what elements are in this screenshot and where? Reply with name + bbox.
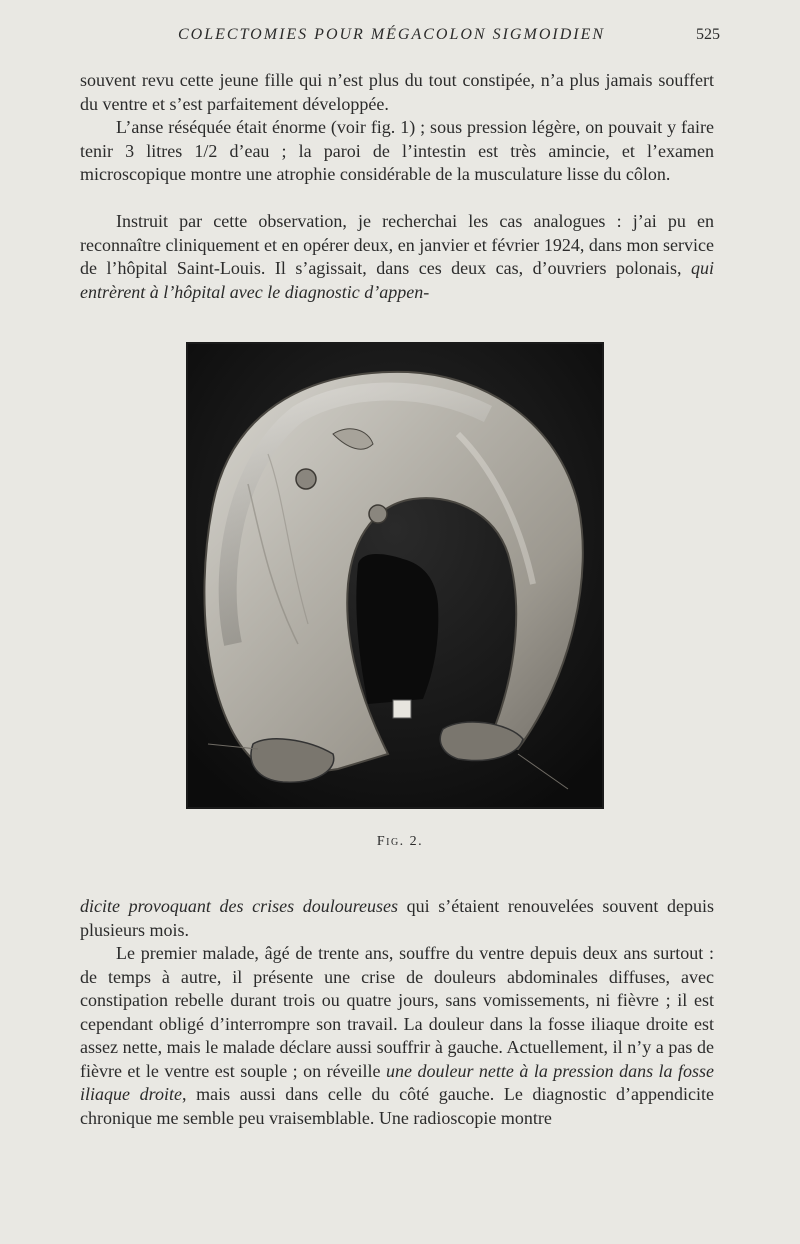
paragraph-5-italic: une douleur nette à la pression dans la fosse iliaque droite xyxy=(80,1060,714,1104)
paragraph-1-text: souvent revu cette jeune fille qui n’est plus du tout constipée, n’a plus jamais souffert du ventre et s’est parfaitement développée. xyxy=(80,70,714,114)
specimen-tag xyxy=(393,700,411,718)
paragraph-2 xyxy=(80,116,714,187)
paragraph-1 xyxy=(80,69,714,116)
paragraph-3-italic: qui entrèrent à l’hôpital avec le diagnostic d’appen- xyxy=(80,258,714,302)
paragraph-5-text-a: Le premier malade, âgé de trente ans, souffre du ventre depuis deux ans surtout : de temps à autre, il présente une crise de douleurs abdominales diffuses, avec constipation rebelle durant trois ou quatre jours, sans vomissements, ni fièvre ; il est cependant obligé d’interrompre son travail. La douleur dans la fosse iliaque droite est assez nette, mais le malade déclare aussi souffrir à gauche. Actuellement, il n’y a pas de fièvre et le ventre est souple ; on réveille xyxy=(80,943,714,1081)
paragraph-4-italic: dicite provoquant des crises douloureuses xyxy=(80,896,399,916)
paragraph-4 xyxy=(80,895,714,942)
paragraph-5-text-c: , mais aussi dans celle du côté gauche. Le diagnostic d’appendicite chronique me semble peu vraisemblable. Une radioscopie montre xyxy=(80,1084,714,1128)
dark-opening xyxy=(356,554,438,704)
paragraph-4-text: qui s’étaient renouvelées souvent depuis plusieurs mois. xyxy=(80,896,714,940)
running-head xyxy=(80,26,720,50)
colon-specimen-photo xyxy=(188,344,602,807)
paragraph-5 xyxy=(80,942,714,1130)
figure-caption: Fig. 2. xyxy=(376,834,424,849)
paragraph-3-text: Instruit par cette observation, je recherchai les cas analogues : j’ai pu en reconnaître cliniquement et en opérer deux, en janvier et février 1924, dans mon service de l’hôpital Saint-Louis. Il s’agissait, dans ces deux cas, d’ouvriers polonais, xyxy=(80,211,714,278)
paragraph-3 xyxy=(80,210,714,304)
paragraph-2-text: L’anse réséquée était énorme (voir fig. 1) ; sous pression légère, on pouvait y faire tenir 3 litres 1/2 d’eau ; la paroi de l’intestin est très amincie, et l’examen microscopique montre une atrophie considérable de la musculature lisse du côlon. xyxy=(80,117,714,184)
figure-photograph xyxy=(186,342,604,809)
running-title: COLECTOMIES POUR MÉGACOLON SIGMOIDIEN xyxy=(178,26,606,43)
page-number: 525 xyxy=(696,26,720,43)
